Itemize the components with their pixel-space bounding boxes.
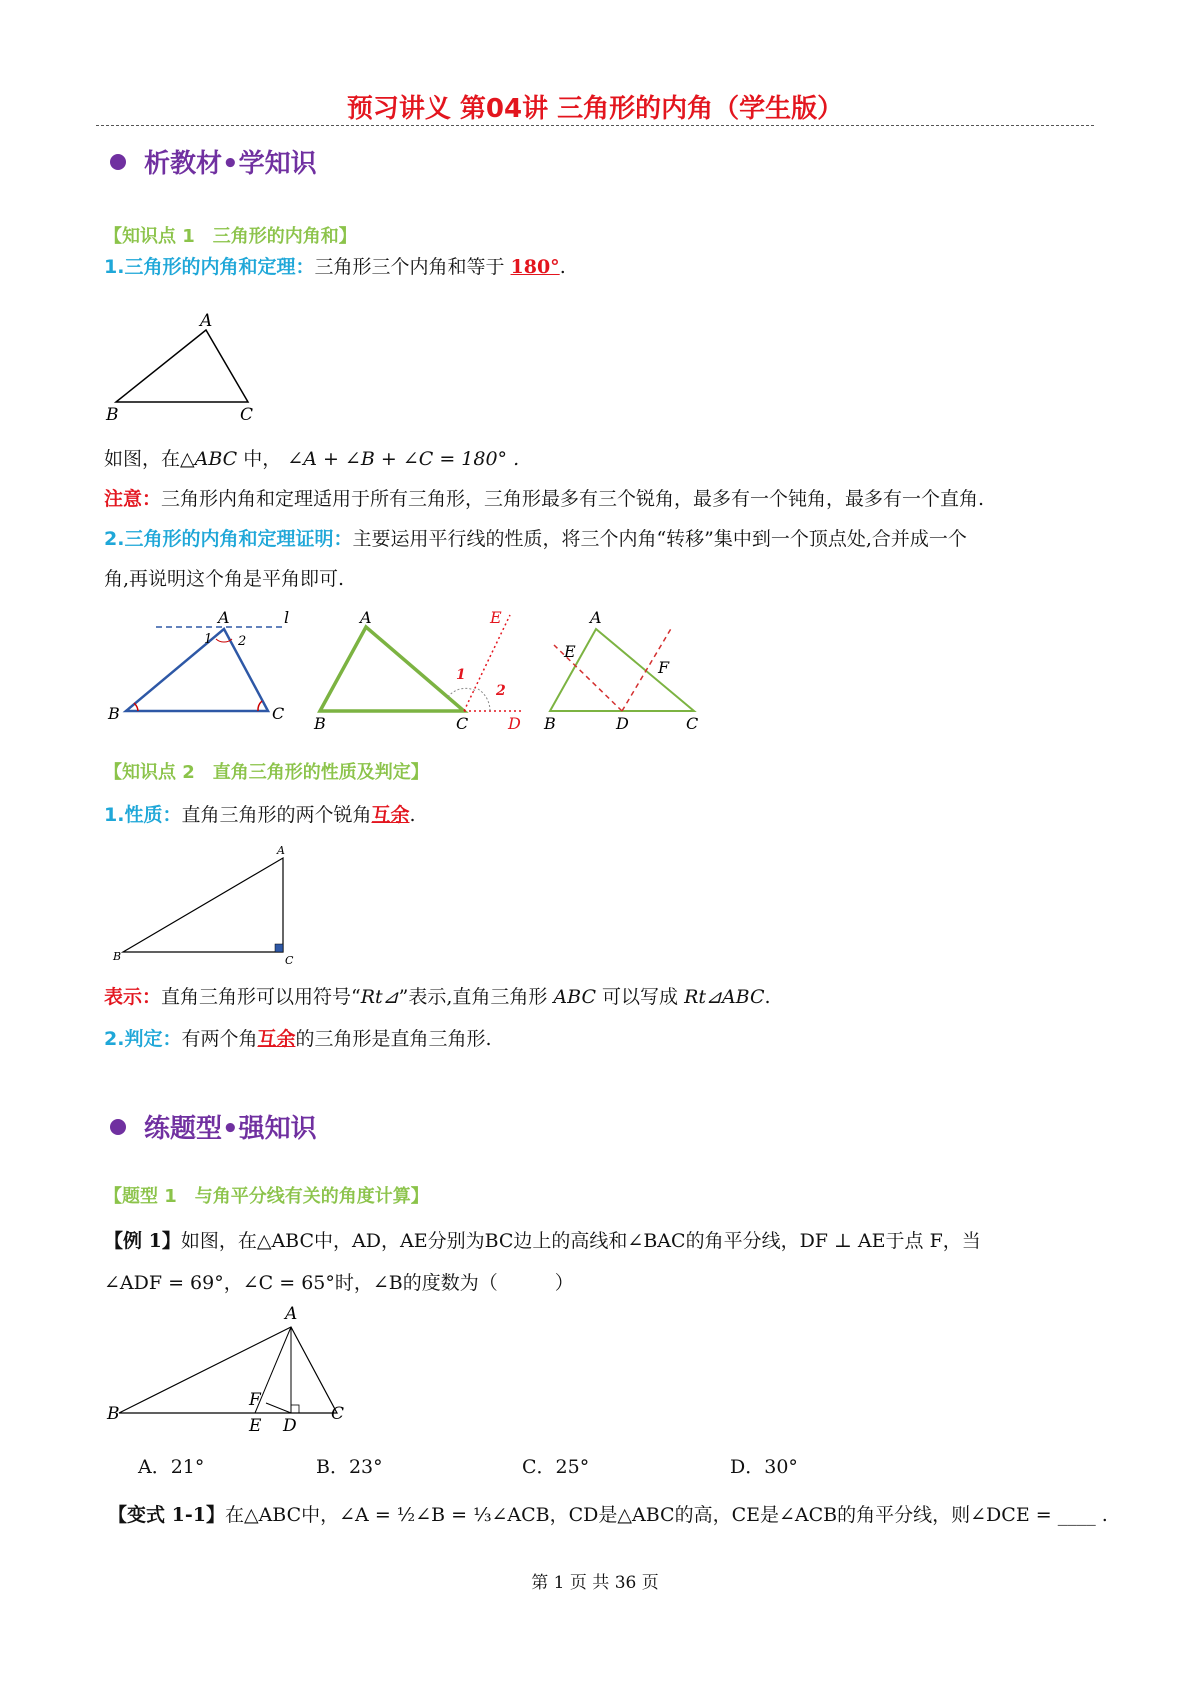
proof-figure-two-parallels — [540, 605, 710, 735]
section-heading-1-text: 析教材•学知识 — [144, 149, 317, 179]
figure-statement-pre: 如图，在△ — [104, 448, 195, 470]
proof-line-1 — [104, 524, 967, 551]
fig5-label-b: B — [113, 950, 122, 963]
fig6-label-f: F — [249, 1390, 261, 1410]
notation-end: . — [764, 986, 771, 1008]
triangle-figure-1 — [100, 310, 260, 420]
fig4-label-c: C — [686, 714, 699, 733]
property-text: 直角三角形的两个锐角 — [181, 804, 372, 826]
notation-symbol: Rt⊿ — [360, 986, 399, 1008]
notation-abc: ABC — [553, 986, 596, 1008]
fig3-label-c: C — [456, 714, 469, 733]
choice-a[interactable]: A．21° — [138, 1456, 205, 1478]
fig2-label-b: B — [108, 704, 120, 723]
example-1-line-2: ∠ADF = 69°，∠C = 65°时，∠B的度数为（ ） — [104, 1272, 574, 1294]
fig2-label-2: 2 — [238, 634, 247, 649]
notation-text-b: ”表示,直角三角形 — [398, 986, 554, 1008]
fig4-label-e: E — [564, 642, 576, 661]
proof-line-2: 角,再说明这个角是平角即可. — [104, 568, 345, 590]
criterion-text-b: 的三角形是直角三角形. — [295, 1028, 492, 1050]
fig2-label-1: 1 — [204, 632, 213, 647]
notation-rt-abc: Rt⊿ABC — [684, 986, 765, 1008]
section-heading-1 — [110, 143, 317, 180]
section-heading-2 — [110, 1108, 317, 1145]
property-end: . — [409, 804, 416, 826]
note-line — [104, 484, 984, 511]
theorem-1-end: . — [559, 256, 566, 278]
fig4-label-f: F — [658, 658, 670, 677]
fig4-label-a: A — [590, 608, 602, 627]
fig5-label-c: C — [285, 954, 294, 967]
proof-figure-extension — [310, 605, 530, 735]
property-line — [104, 800, 416, 827]
proof-figure-parallel-line — [100, 605, 300, 730]
fig3-label-1: 1 — [456, 667, 466, 683]
fig6-label-d: D — [283, 1416, 297, 1435]
fig3-label-2: 2 — [496, 683, 506, 699]
fig2-label-c: C — [272, 704, 285, 723]
fig2-label-a: A — [218, 608, 230, 627]
example-1-figure — [105, 1305, 355, 1435]
fig3-label-e: E — [490, 608, 502, 627]
fig1-label-b: B — [106, 405, 119, 420]
criterion-line — [104, 1024, 492, 1051]
knowledge-point-2: 【知识点 2 直角三角形的性质及判定】 — [104, 762, 429, 783]
property-answer: 互余 — [371, 804, 410, 826]
notation-text-c: 可以写成 — [595, 986, 685, 1008]
fig1-label-c: C — [240, 405, 254, 420]
right-triangle-figure — [105, 840, 305, 970]
property-label: 1.性质： — [104, 804, 182, 826]
knowledge-point-1: 【知识点 1 三角形的内角和】 — [104, 226, 357, 247]
choice-b[interactable]: B．23° — [316, 1456, 383, 1478]
fig3-label-d: D — [508, 714, 521, 733]
bullet-icon — [110, 154, 126, 170]
figure-statement-mid: 中， — [237, 448, 282, 470]
theorem-1-answer: 180° — [510, 256, 560, 278]
fig2-label-l: l — [284, 608, 290, 627]
theorem-1-text: 三角形三个内角和等于 — [314, 256, 505, 278]
theorem-1-line — [104, 252, 566, 279]
example-1-text: 如图，在△ABC中，AD，AE分别为BC边上的高线和∠BAC的角平分线，DF ⊥ AE于点 F，当 — [180, 1230, 981, 1252]
notation-text-a: 直角三角形可以用符号“ — [161, 986, 361, 1008]
variant-1-1-text: 在△ABC中，∠A = ½∠B = ⅓∠ACB，CD是△ABC的高，CE是∠ACB的角平分线，则∠DCE = ____ . — [224, 1504, 1108, 1526]
notation-label: 表示： — [104, 986, 162, 1008]
fig3-label-b: B — [314, 714, 326, 733]
fig6-label-b: B — [107, 1404, 120, 1424]
notation-line — [104, 982, 771, 1009]
bullet-icon — [110, 1119, 126, 1135]
example-1-label: 【例 1】 — [104, 1230, 181, 1252]
theorem-1-label: 1.三角形的内角和定理： — [104, 256, 315, 278]
fig3-label-a: A — [360, 608, 372, 627]
fig6-label-a: A — [285, 1305, 298, 1324]
choice-c[interactable]: C．25° — [522, 1456, 590, 1478]
fig4-label-b: B — [544, 714, 556, 733]
fig6-label-c: C — [331, 1404, 345, 1424]
figure-statement-abc: ABC — [194, 448, 238, 470]
proof-text-a: 主要运用平行线的性质，将三个内角“转移”集中到一个顶点处,合并成一个 — [352, 528, 967, 550]
variant-1-1-label: 【变式 1-1】 — [108, 1504, 225, 1526]
fig5-label-a: A — [277, 844, 285, 857]
question-type-1: 【题型 1 与角平分线有关的角度计算】 — [104, 1186, 429, 1207]
angle-sum-formula: ∠A + ∠B + ∠C = 180° . — [287, 448, 520, 470]
page-footer: 第 1 页 共 36 页 — [531, 1573, 659, 1593]
criterion-text-a: 有两个角 — [181, 1028, 258, 1050]
fig4-label-d: D — [616, 714, 629, 733]
page-title: 预习讲义 第04讲 三角形的内角（学生版） — [346, 94, 844, 124]
fig6-label-e: E — [249, 1416, 262, 1435]
fig1-label-a: A — [200, 311, 213, 331]
note-label: 注意： — [104, 488, 162, 510]
proof-label: 2.三角形的内角和定理证明： — [104, 528, 353, 550]
choice-d[interactable]: D．30° — [730, 1456, 798, 1478]
criterion-answer: 互余 — [257, 1028, 296, 1050]
example-1-line-1 — [104, 1226, 981, 1253]
note-text: 三角形内角和定理适用于所有三角形，三角形最多有三个锐角，最多有一个钝角，最多有一个直角. — [161, 488, 985, 510]
title-divider — [96, 125, 1094, 126]
criterion-label: 2.判定： — [104, 1028, 182, 1050]
variant-1-1-line — [108, 1500, 1108, 1527]
section-heading-2-text: 练题型•强知识 — [144, 1114, 317, 1144]
figure-statement — [104, 444, 519, 471]
